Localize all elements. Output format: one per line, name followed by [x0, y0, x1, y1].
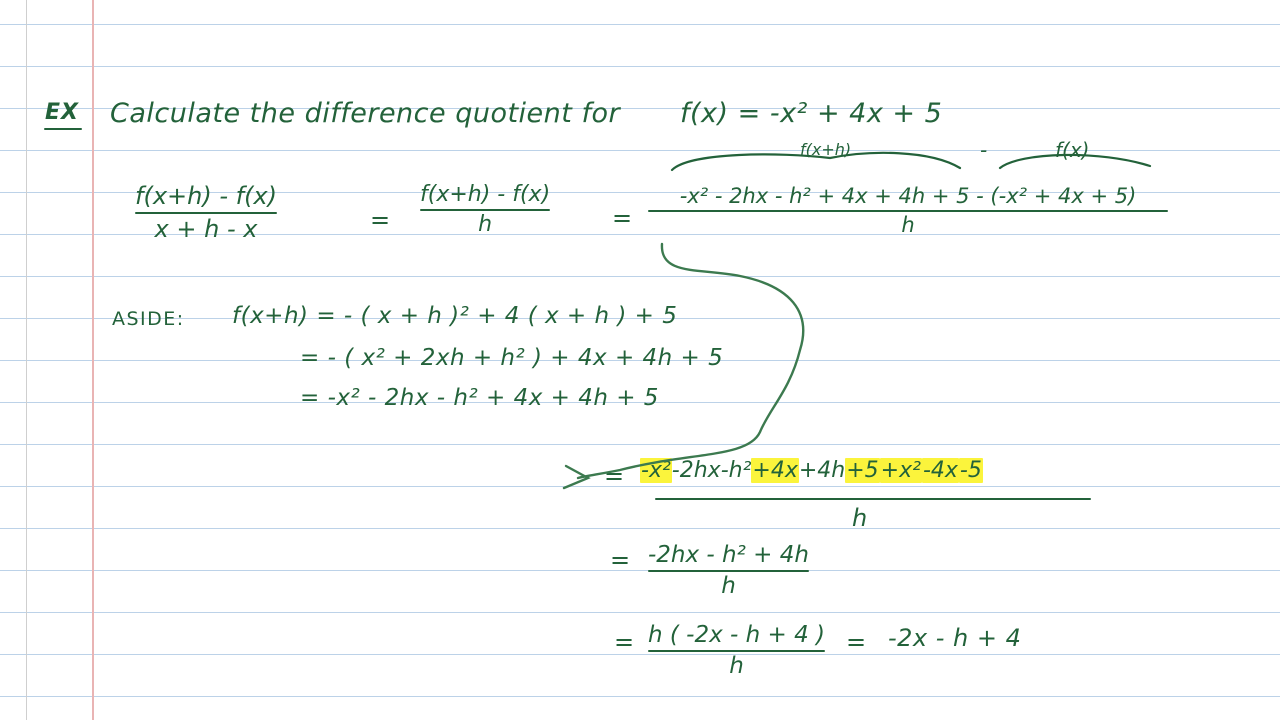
- step5-numerator: -2hx - h² + 4h: [648, 542, 809, 568]
- brace-label-minus: -: [980, 138, 988, 162]
- step6-denominator: h: [729, 653, 744, 679]
- step2-denominator: h: [478, 212, 493, 237]
- step1-denominator: x + h - x: [154, 215, 258, 243]
- step6-fraction-bar: [648, 650, 825, 652]
- step4-numerator: [640, 458, 983, 483]
- step6-numerator: h ( -2x - h + 4 ): [648, 622, 826, 648]
- step1-numerator: f(x+h) - f(x): [135, 182, 277, 210]
- step6-equals: =: [614, 628, 635, 656]
- step4-term-8: -4x: [922, 458, 958, 483]
- rule-line: [0, 612, 1280, 613]
- step5-fraction-bar: [648, 570, 809, 572]
- step3-numerator: -x² - 2hx - h² + 4x + 4h + 5 - (-x² + 4x + 5): [679, 184, 1137, 208]
- rule-line: [0, 276, 1280, 277]
- rule-line: [0, 654, 1280, 655]
- step3-denominator: h: [901, 213, 915, 237]
- step6-fraction: [648, 622, 825, 679]
- aside-line-2: = - ( x² + 2xh + h² ) + 4x + 4h + 5: [300, 345, 724, 371]
- step4-fraction-bar: [655, 498, 1091, 500]
- margin-line: [92, 0, 94, 720]
- step3-fraction: [648, 184, 1168, 237]
- step5-equals: =: [610, 546, 631, 574]
- rule-line: [0, 486, 1280, 487]
- step4-term-4: +4x: [752, 458, 798, 483]
- function-definition: f(x) = -x² + 4x + 5: [680, 98, 943, 129]
- problem-prompt: Calculate the difference quotient for: [110, 98, 621, 129]
- step4-term-6: +5: [846, 458, 879, 483]
- step1-fraction: [135, 182, 277, 243]
- step6-result-equals: =: [846, 628, 867, 656]
- step4-term-3: -h²: [720, 458, 752, 483]
- step5-denominator: h: [721, 573, 736, 599]
- rule-line: [0, 528, 1280, 529]
- rule-line: [0, 66, 1280, 67]
- step2-numerator: f(x+h) - f(x): [420, 182, 551, 207]
- rule-line: [0, 570, 1280, 571]
- step6-result: -2x - h + 4: [888, 624, 1022, 652]
- aside-label: ASIDE:: [112, 308, 185, 330]
- step4-term-1: -x²: [641, 458, 671, 483]
- step4-denominator: h: [852, 504, 868, 532]
- step4-term-9: -5: [959, 458, 982, 483]
- step4-term-2: -2hx: [671, 458, 721, 483]
- aside-line-3: = -x² - 2hx - h² + 4x + 4h + 5: [300, 385, 659, 411]
- example-label-underline: [44, 128, 82, 130]
- step1-fraction-bar: [135, 212, 277, 214]
- example-label: EX: [45, 100, 79, 125]
- aside-line-1: f(x+h) = - ( x + h )² + 4 ( x + h ) + 5: [232, 303, 678, 329]
- rule-line: [0, 696, 1280, 697]
- rule-line: [0, 24, 1280, 25]
- step4-term-5: +4h: [798, 458, 846, 483]
- step2-fraction-bar: [420, 209, 550, 211]
- rule-line: [0, 444, 1280, 445]
- step4-term-7: +x²: [880, 458, 921, 483]
- step1-equals: =: [370, 206, 391, 234]
- step3-fraction-bar: [648, 210, 1168, 212]
- flow-arrow-head-icon: [564, 466, 588, 488]
- step2-fraction: [420, 182, 550, 237]
- brace-label-left: f(x+h): [800, 140, 852, 159]
- step2-equals: =: [612, 204, 633, 232]
- step4-equals: =: [604, 462, 625, 490]
- step5-fraction: [648, 542, 809, 599]
- brace-label-right: f(x): [1055, 138, 1090, 162]
- page-left-edge-line: [26, 0, 27, 720]
